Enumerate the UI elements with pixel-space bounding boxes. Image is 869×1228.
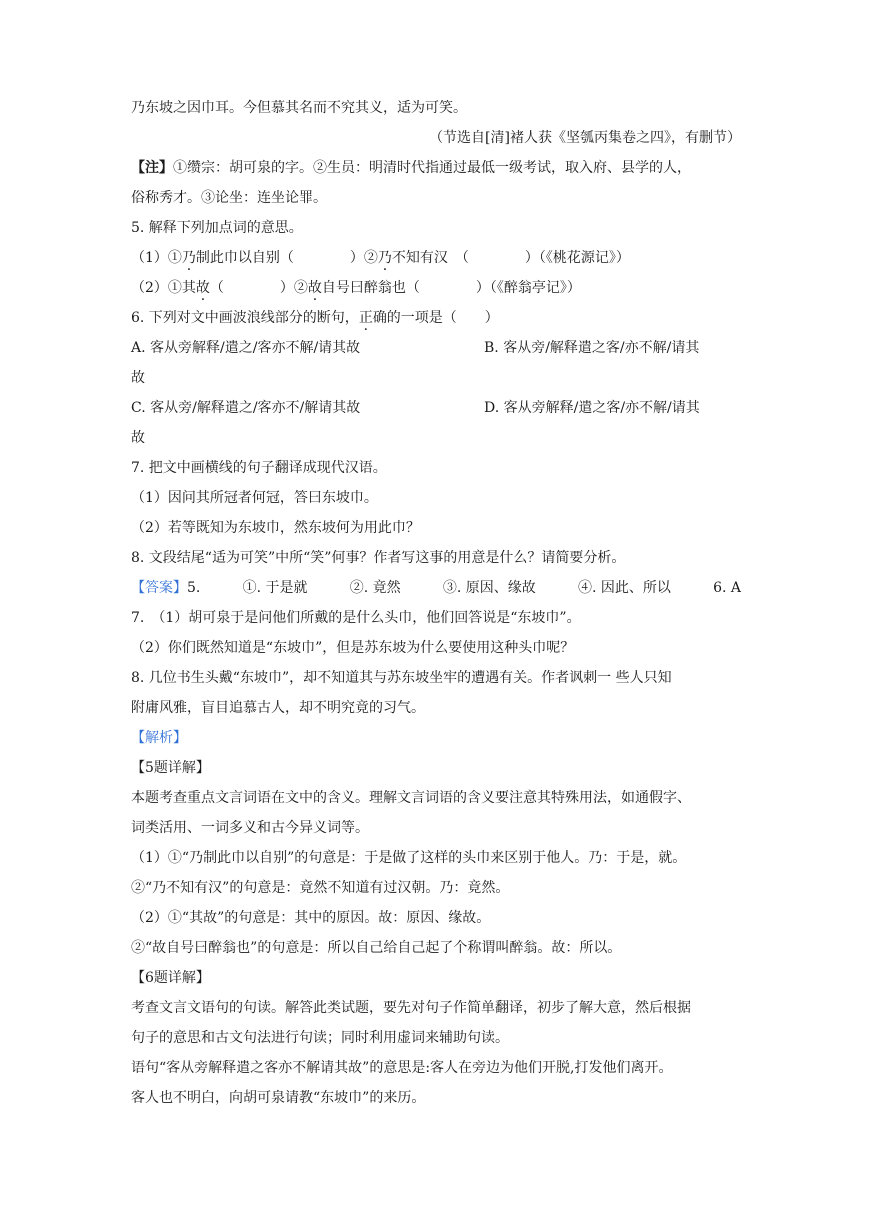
note-text-1: ①缵宗：胡可泉的字。②生员：明清时代指通过最低一级考试，取入府、县学的人， [173, 160, 691, 176]
analysis-6-heading: 【6题详解】 [131, 970, 210, 986]
note-label: 【注】 [131, 160, 173, 176]
analysis-5-p1: 本题考查重点文言词语在文中的含义。理解文言词语的含义要注意其特殊用法，如通假字、 [131, 790, 691, 806]
analysis-5-p2: 词类活用、一词多义和古今异义词等。 [131, 820, 369, 836]
q5-stem: 5. 解释下列加点词的意思。 [131, 220, 303, 236]
q7-sentence-1: （1）因问其所冠者何冠，答曰东坡巾。 [131, 490, 378, 506]
answer-5-1: ①. 于是就 [242, 580, 308, 596]
note-line-1 [131, 160, 741, 190]
q5-item-1 [131, 250, 741, 280]
q8-stem: 8. 文段结尾“适为可笑”中所“笑”何事？作者写这事的用意是什么？请简要分析。 [131, 550, 626, 566]
answer-5-4: ④. 因此、所以 [577, 580, 671, 596]
option-b-wrap: 故 [131, 370, 145, 386]
note-line-2: 俗称秀才。③论坐：连坐论罪。 [131, 190, 327, 206]
q5-item-2-suffix: 自号曰醉翁也（ ）（《醉翁亭记》） [321, 280, 581, 296]
answer-8-2: 附庸风雅，盲目追慕古人，却不明究竟的习气。 [131, 700, 425, 716]
option-a: A. 客从旁解释/遣之/客亦不解/请其故 [131, 340, 361, 356]
q6-options-ab [131, 340, 741, 370]
dotted-word: 乃 [181, 250, 196, 266]
q7-stem: 7. 把文中画横线的句子翻译成现代汉语。 [131, 460, 387, 476]
analysis-6-p3: 语句“客从旁解释遣之客亦不解请其故”的意思是:客人在旁边为他们开脱,打发他们离开。 [131, 1060, 673, 1076]
passage-end: 乃东坡之因巾耳。今但慕其名而不究其义，适为可笑。 [131, 100, 467, 116]
answer-7-2: （2）你们既然知道是“东坡巾”，但是苏东坡为什么要使用这种头巾呢？ [131, 640, 575, 656]
q5-item-1-suffix: 不知有汉 （ ）（《桃花源记》） [391, 250, 630, 266]
document-page [131, 100, 741, 1120]
analysis-5-p3: （1）①“乃制此巾以自别”的句意是：于是做了这样的头巾来区别于他人。乃：于是，就。 [131, 850, 687, 866]
analysis-5-p5: （2）①“其故”的句意是：其中的原因。故：原因、缘故。 [131, 910, 491, 926]
analysis-6-p2: 句子的意思和古文句法进行句读；同时利用虚词来辅助句读。 [131, 1030, 509, 1046]
option-c: C. 客从旁/解释遣之/客亦不/解请其故 [131, 400, 361, 416]
answer-8-1: 8. 几位书生头戴“东坡巾”，却不知道其与苏东坡坐牢的遭遇有关。作者讽刺一 些人只知 [131, 670, 672, 686]
option-d: D. 客从旁解释/遣之客/亦不解/请其 [484, 400, 700, 416]
analysis-5-heading: 【5题详解】 [131, 760, 210, 776]
q5-item-1-mid: 制此巾以自别（ ）② [195, 250, 378, 266]
option-d-wrap: 故 [131, 430, 145, 446]
answer-5-3: ③. 原因、缘故 [442, 580, 536, 596]
q5-item-2-mid: （ ）② [209, 280, 308, 296]
answer-label: 【答案】 [131, 580, 187, 596]
answer-5-num: 5. [187, 580, 201, 596]
q6-stem-a: 6. 下列对文中画波浪线部分的断句， [131, 310, 359, 326]
dotted-word: 故 [307, 280, 322, 296]
answer-head [131, 580, 200, 610]
answer-7-1: 7. （1）胡可泉于是问他们所戴的是什么头巾，他们回答说是“东坡巾”。 [131, 610, 581, 626]
option-b: B. 客从旁/解释遣之客/亦不解/请其 [484, 340, 700, 356]
q6-options-cd [131, 400, 741, 430]
q6-stem [131, 310, 741, 340]
q7-sentence-2: （2）若等既知为东坡巾，然东坡何为用此巾？ [131, 520, 420, 536]
q5-item-2 [131, 280, 741, 310]
analysis-5-p6: ②“故自号曰醉翁也”的句意是：所以自己给自己起了个称谓叫醉翁。故：所以。 [131, 940, 622, 956]
q5-item-1-prefix: （1）① [131, 250, 182, 266]
answer-5-2: ②. 竟然 [349, 580, 401, 596]
answer-6: 6. A [713, 580, 741, 596]
dotted-word: 故 [195, 280, 210, 296]
source-citation: （节选自[清]褚人获《坚瓠丙集卷之四》，有删节） [429, 130, 741, 146]
dotted-word: 正 [358, 310, 373, 326]
analysis-6-p4: 客人也不明白，向胡可泉请教“东坡巾”的来历。 [131, 1090, 426, 1106]
q5-item-2-prefix: （2）①其 [131, 280, 196, 296]
answer-line [131, 580, 741, 610]
analysis-6-p1: 考查文言文语句的句读。解答此类试题，要先对句子作简单翻译，初步了解大意，然后根据 [131, 1000, 691, 1016]
analysis-label: 【解析】 [131, 730, 187, 746]
q6-stem-b: 确的一项是（ ） [372, 310, 499, 326]
analysis-5-p4: ②“乃不知有汉”的句意是：竟然不知道有过汉朝。乃：竟然。 [131, 880, 510, 896]
dotted-word: 乃 [377, 250, 392, 266]
